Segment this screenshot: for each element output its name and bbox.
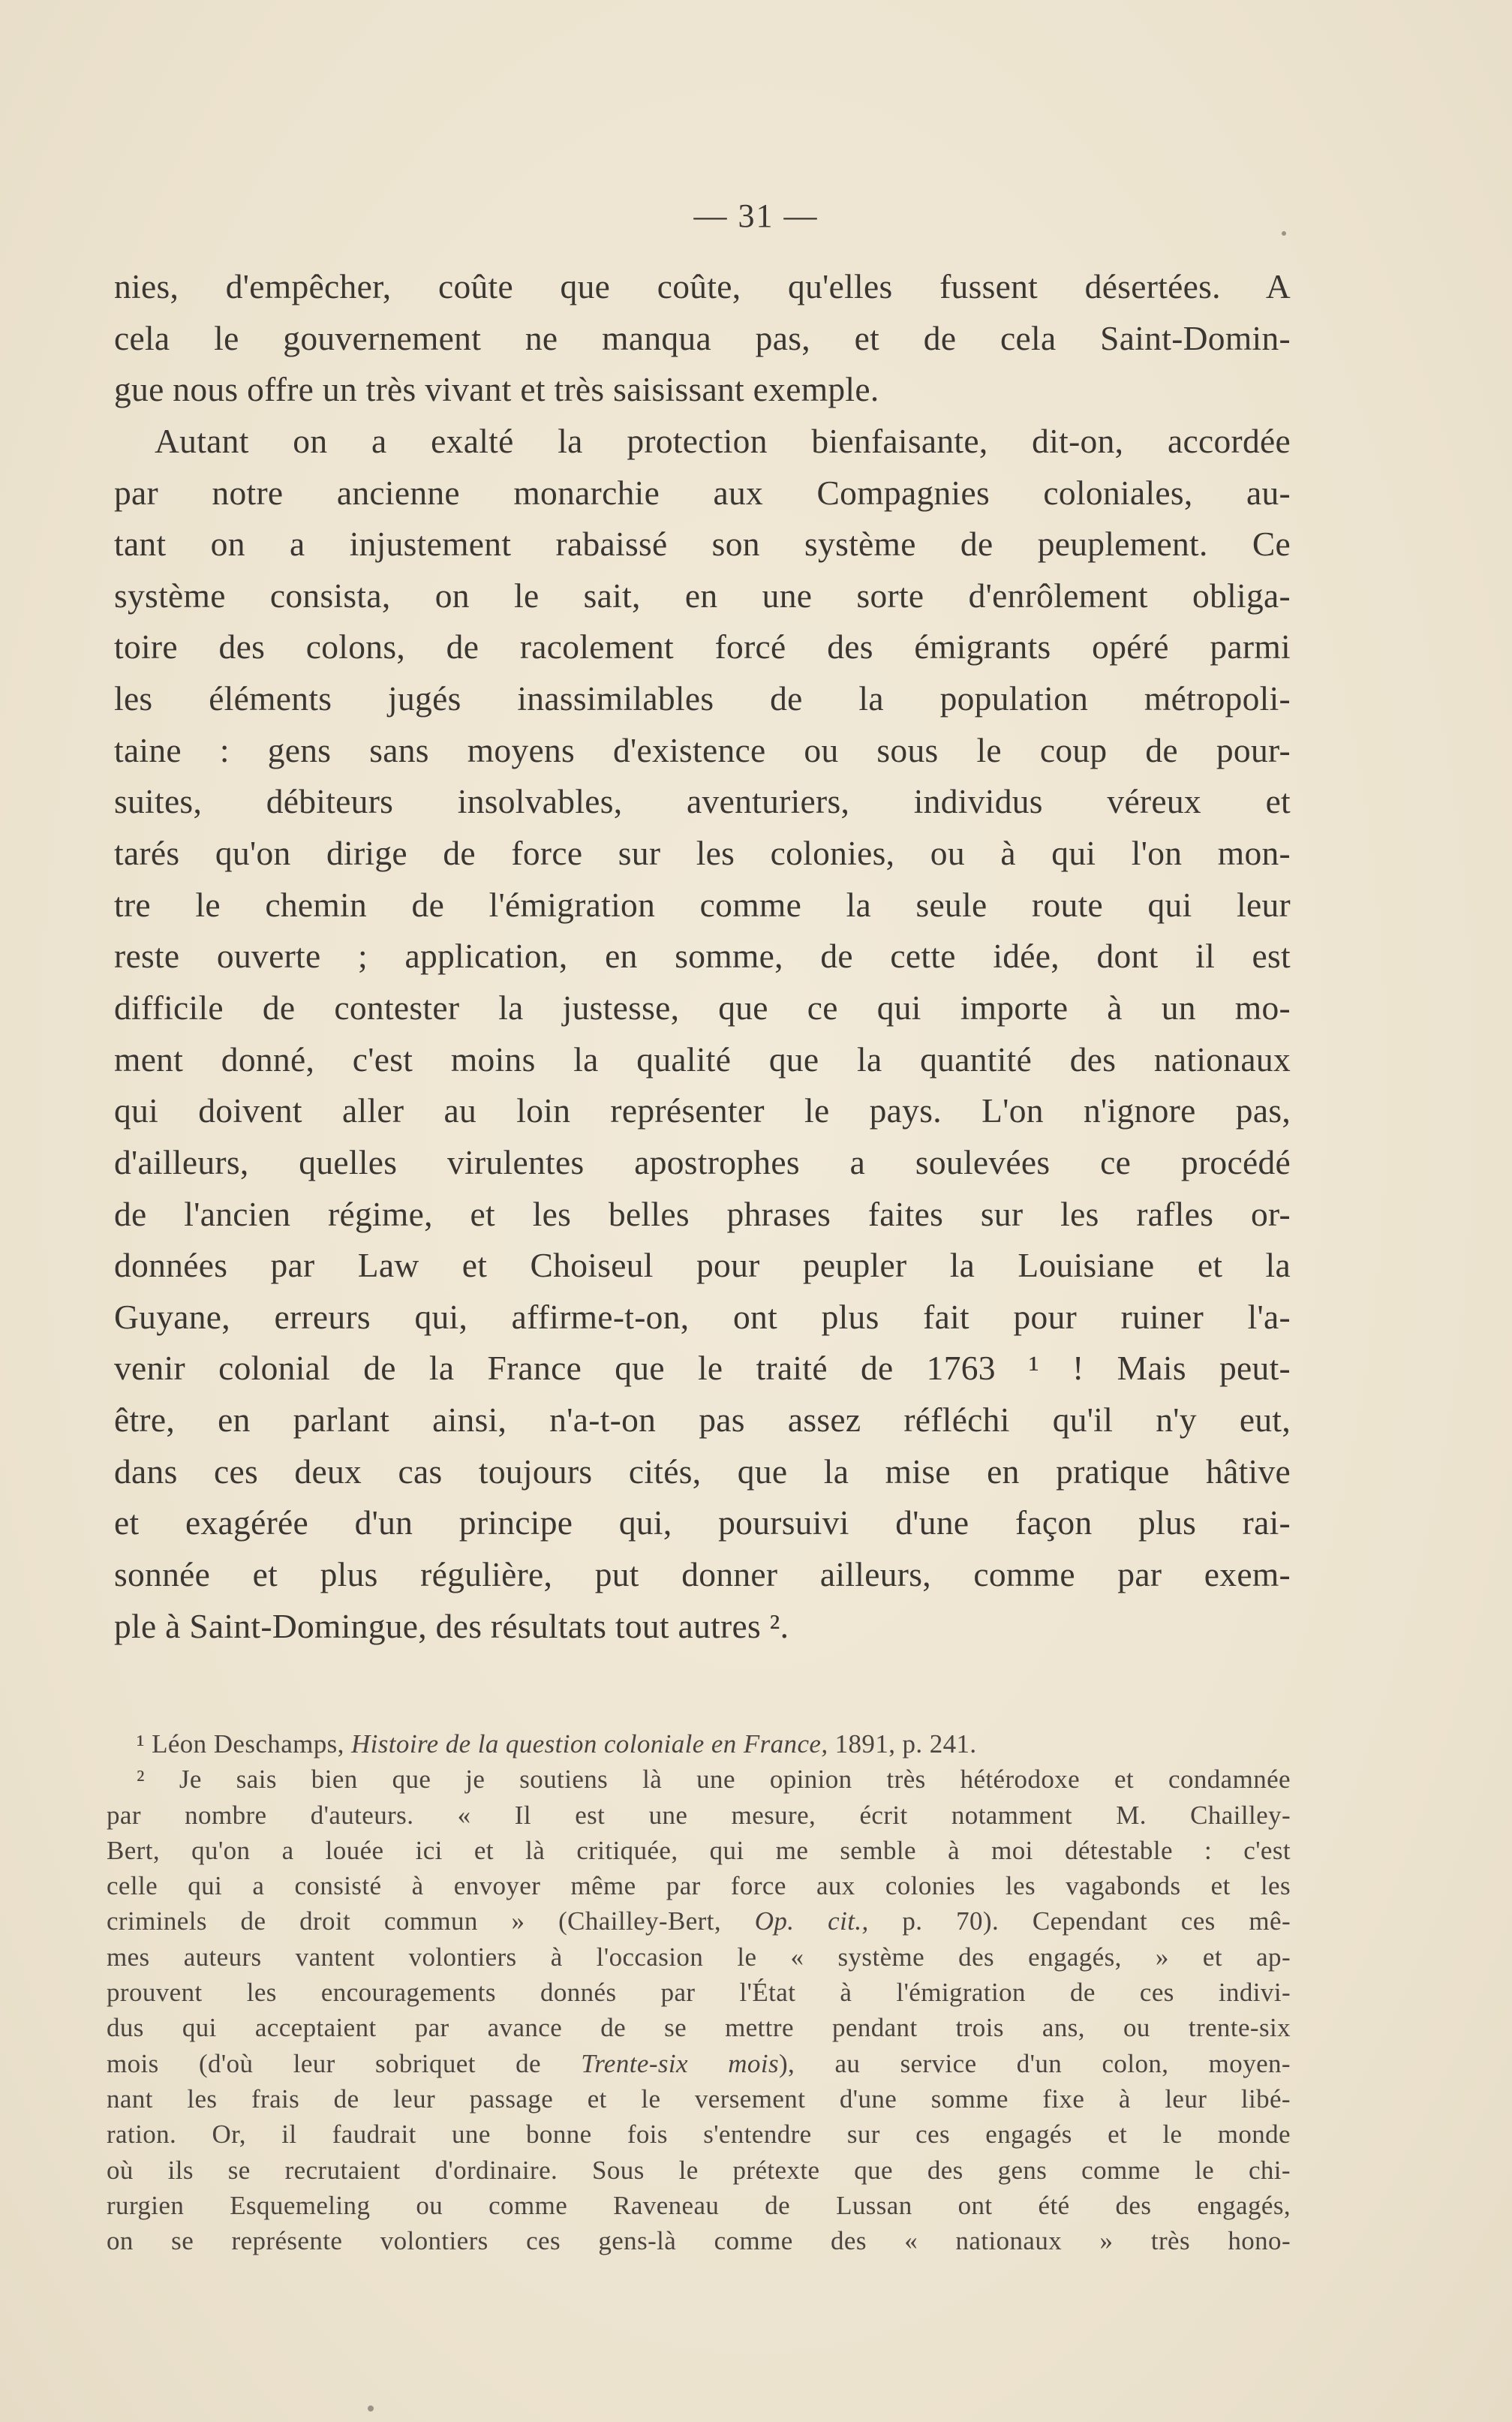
footnote-2-line: dus qui acceptaient par avance de se mettre pendant trois ans, ou trente-six	[107, 2013, 1291, 2043]
paper-speck	[368, 2405, 374, 2411]
footnote-italic: Trente-six mois	[581, 2048, 779, 2078]
body-line: gue nous offre un très vivant et très saisissant exemple.	[114, 370, 879, 409]
body-line: cela le gouvernement ne manqua pas, et de cela Saint-Domin-	[114, 318, 1291, 357]
body-line: Guyane, erreurs qui, affirme-t-on, ont plus fait pour ruiner l'a-	[114, 1297, 1291, 1336]
body-line: être, en parlant ainsi, n'a-t-on pas assez réfléchi qu'il n'y eut,	[114, 1401, 1291, 1440]
footnote-2-line: ration. Or, il faudrait une bonne fois s'entendre sur ces engagés et le monde	[107, 2120, 1291, 2150]
footnote-italic: Op. cit.,	[754, 1906, 869, 1936]
body-line: venir colonial de la France que le traité de 1763 ¹ ! Mais peut-	[114, 1349, 1291, 1388]
footnote-text: p. 70). Cependant ces mê-	[902, 1906, 1291, 1936]
body-line: taine : gens sans moyens d'existence ou sous le coup de pour-	[114, 730, 1291, 769]
footnote-2-line: Bert, qu'on a louée ici et là critiquée, qui me semble à moi détestable : c'est	[107, 1835, 1291, 1865]
body-line: tant on a injustement rabaissé son système de peuplement. Ce	[114, 525, 1291, 564]
body-line: tarés qu'on dirige de force sur les colonies, ou à qui l'on mon-	[114, 834, 1291, 873]
footnote-2-line	[107, 1762, 1291, 1797]
footnote-2-line: où ils se recrutaient d'ordinaire. Sous le prétexte que des gens comme le chi-	[107, 2155, 1291, 2185]
body-line: ple à Saint-Domingue, des résultats tout autres ².	[114, 1606, 789, 1645]
body-line: suites, débiteurs insolvables, aventuriers, individus véreux et	[114, 782, 1291, 821]
footnote-2-line	[107, 1903, 1291, 1939]
body-line: Autant on a exalté la protection bienfaisante, dit-on, accordée	[155, 421, 1291, 460]
body-line: les éléments jugés inassimilables de la population métropoli-	[114, 679, 1291, 718]
footnote-marker: ²	[137, 1765, 145, 1795]
body-line: ment donné, c'est moins la qualité que la quantité des nationaux	[114, 1040, 1291, 1079]
footnote-author: Léon Deschamps,	[152, 1729, 344, 1759]
body-line: sonnée et plus régulière, put donner ailleurs, comme par exem-	[114, 1555, 1291, 1594]
body-line: d'ailleurs, quelles virulentes apostrophes a soulevées ce procédé	[114, 1142, 1291, 1181]
footnote-2-line: rurgien Esquemeling ou comme Raveneau de Lussan ont été des engagés,	[107, 2190, 1291, 2220]
footnote-2-line: celle qui a consisté à envoyer même par force aux colonies les vagabonds et les	[107, 1871, 1291, 1901]
body-line: qui doivent aller au loin représenter le pays. L'on n'ignore pas,	[114, 1091, 1291, 1130]
body-line: nies, d'empêcher, coûte que coûte, qu'elles fussent désertées. A	[114, 267, 1291, 305]
body-text	[114, 261, 1291, 1652]
body-line: données par Law et Choiseul pour peupler la Louisiane et la	[114, 1246, 1291, 1285]
body-line: reste ouverte ; application, en somme, de cette idée, dont il est	[114, 937, 1291, 976]
page-number: — 31 —	[693, 197, 819, 234]
footnotes	[107, 1726, 1291, 2258]
footnote-2-line: mes auteurs vantent volontiers à l'occasion le « système des engagés, » et ap-	[107, 1942, 1291, 1972]
footnote-2-line: prouvent les encouragements donnés par l'État à l'émigration de ces indivi-	[107, 1978, 1291, 2008]
footnote-2-line: on se représente volontiers ces gens-là comme des « nationaux » très hono-	[107, 2226, 1291, 2256]
body-line: dans ces deux cas toujours cités, que la mise en pratique hâtive	[114, 1452, 1291, 1491]
body-line: de l'ancien régime, et les belles phrases faites sur les rafles or-	[114, 1194, 1291, 1233]
body-line: système consista, on le sait, en une sorte d'enrôlement obliga-	[114, 576, 1291, 615]
footnote-marker: ¹	[137, 1729, 145, 1759]
footnote-2-line: nant les frais de leur passage et le versement d'une somme fixe à leur libé-	[107, 2084, 1291, 2114]
body-line: toire des colons, de racolement forcé des émigrants opéré parmi	[114, 627, 1291, 666]
body-line: difficile de contester la justesse, que ce qui importe à un mo-	[114, 988, 1291, 1027]
footnote-book-title: Histoire de la question coloniale en France,	[350, 1729, 828, 1759]
footnote-text: Je sais bien que je soutiens là une opinion très hétérodoxe et condamnée	[179, 1765, 1291, 1795]
footnote-text: ), au service d'un colon, moyen-	[778, 2048, 1291, 2078]
body-line: par notre ancienne monarchie aux Compagnies coloniales, au-	[114, 473, 1291, 512]
footnote-2-line: par nombre d'auteurs. « Il est une mesure, écrit notamment M. Chailley-	[107, 1800, 1291, 1830]
footnote-text: criminels de droit commun » (Chailley-Bert,	[107, 1906, 721, 1936]
footnote-2-line	[107, 2046, 1291, 2081]
footnote-1	[107, 1726, 1291, 1762]
footnote-text: mois (d'où leur sobriquet de	[107, 2048, 541, 2078]
body-line: et exagérée d'un principe qui, poursuivi d'une façon plus rai-	[114, 1503, 1291, 1542]
footnote-citation: 1891, p. 241.	[834, 1729, 977, 1759]
body-line: tre le chemin de l'émigration comme la seule route qui leur	[114, 885, 1291, 924]
